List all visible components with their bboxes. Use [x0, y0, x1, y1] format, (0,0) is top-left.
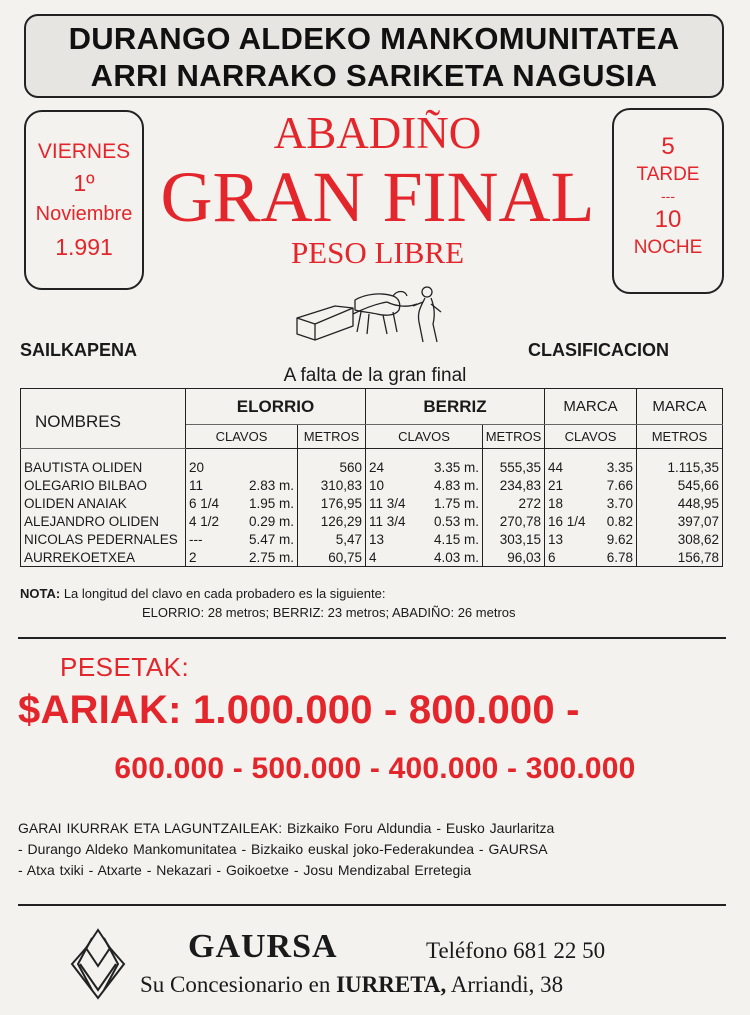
cell-marca-dist: 3.35	[606, 460, 634, 475]
cell-elorrio-clavos: 2	[189, 549, 197, 565]
nota-text: La longitud del clavo en cada probadero es la siguiente:	[63, 586, 386, 601]
sponsors-line-3: - Atxa txiki - Atxarte - Nekazari - Goikoetxe - Josu Mendizabal Erretegia	[18, 862, 472, 878]
cell-marca-dist: 7.66	[606, 478, 634, 493]
header-marca-clavos: MARCA	[545, 389, 637, 425]
cell-berriz-dist: 1.75 m.	[433, 496, 480, 511]
prizes-line-1: $ARIAK: 1.000.000 - 800.000 -	[18, 688, 580, 732]
cell-marca-metros: 448,95	[637, 495, 723, 513]
cell-name: BAUTISTA OLIDEN	[21, 459, 186, 477]
cell-berriz-clavos: 11 3/4	[369, 496, 406, 511]
cell-elorrio-metros: 560	[298, 459, 366, 477]
time-from: 5	[661, 133, 675, 160]
title-town: ABADIÑO	[273, 108, 482, 158]
cell-elorrio-clavos: 11	[189, 478, 204, 493]
advert-address: Su Concesionario en IURRETA, Arriandi, 38	[140, 972, 564, 997]
title-sub: PESO LIBRE	[290, 235, 465, 270]
sponsors-line-1: GARAI IKURRAK ETA LAGUNTZAILEAK: Bizkaiko Foru Aldundia - Eusko Jaurlaritza	[18, 820, 555, 836]
cell-marca-dist: 9.62	[606, 532, 634, 547]
cell-berriz-clavos: 24	[369, 460, 385, 475]
cell-marca-clavos: 44	[548, 460, 564, 475]
cell-elorrio-metros: 310,83	[298, 477, 366, 495]
date-num: 1º	[73, 170, 95, 196]
advert-name: GAURSA	[188, 928, 338, 965]
date-day: VIERNES	[37, 140, 131, 163]
subheader-marca-clavos: CLAVOS	[545, 425, 637, 449]
sponsors-line-2: - Durango Aldeko Mankomunitatea - Bizkaiko euskal joko-Federakundea - GAURSA	[18, 841, 548, 857]
cell-marca-clavos: 21	[548, 478, 564, 493]
table-row	[21, 477, 723, 495]
cell-marca-clavos: 18	[548, 496, 564, 511]
renault-diamond-logo	[66, 928, 130, 1000]
table-row	[21, 513, 723, 531]
time-to-label: NOCHE	[633, 237, 703, 258]
header-names: NOMBRES	[21, 389, 186, 449]
cell-elorrio-clavos: 4 1/2	[189, 514, 220, 529]
time-separator: ---	[661, 188, 675, 204]
cell-berriz-clavos: 10	[369, 478, 385, 493]
title-block	[150, 108, 605, 270]
nota-label: NOTA:	[20, 586, 61, 601]
cell-berriz-dist: 4.03 m.	[433, 549, 480, 565]
cell-berriz-metros: 555,35	[483, 459, 545, 477]
subheader-berriz-clavos: CLAVOS	[366, 425, 483, 449]
cell-marca-metros: 1.115,35	[637, 459, 723, 477]
table-row	[21, 549, 723, 567]
cell-berriz-dist: 4.83 m.	[433, 478, 480, 493]
table-row	[21, 459, 723, 477]
stone-dragging-illustration	[295, 282, 455, 348]
cell-elorrio-metros: 176,95	[298, 495, 366, 513]
nota	[20, 584, 516, 622]
divider	[18, 904, 726, 906]
cell-marca-clavos: 16 1/4	[548, 514, 586, 529]
date-month: Noviembre	[35, 203, 133, 225]
time-to: 10	[654, 206, 682, 233]
cell-marca-dist: 6.78	[606, 549, 634, 565]
subheader-elorrio-clavos: CLAVOS	[186, 425, 298, 449]
cell-marca-clavos: 13	[548, 532, 564, 547]
cell-berriz-clavos: 4	[369, 549, 377, 565]
header-marca-metros: MARCA	[637, 389, 723, 425]
cell-berriz-dist: 0.53 m.	[433, 514, 480, 529]
cell-berriz-dist: 3.35 m.	[433, 460, 480, 475]
cell-berriz-metros: 303,15	[483, 531, 545, 549]
cell-elorrio-metros: 5,47	[298, 531, 366, 549]
cell-name: OLIDEN ANAIAK	[21, 495, 186, 513]
nota-lengths: ELORRIO: 28 metros; BERRIZ: 23 metros; ABADIÑO: 26 metros	[142, 605, 516, 620]
cell-marca-dist: 3.70	[606, 496, 634, 511]
cell-berriz-metros: 96,03	[483, 549, 545, 567]
cell-berriz-metros: 272	[483, 495, 545, 513]
cell-berriz-metros: 270,78	[483, 513, 545, 531]
cell-elorrio-clavos: ---	[189, 532, 203, 547]
cell-elorrio-dist: 5.47 m.	[248, 532, 294, 547]
label-clasificacion: CLASIFICACION	[528, 340, 669, 360]
cell-elorrio-clavos: 20	[189, 460, 205, 475]
cell-berriz-clavos: 13	[369, 532, 385, 547]
prizes-label: PESETAK:	[60, 652, 190, 682]
cell-marca-dist: 0.82	[606, 514, 634, 529]
cell-elorrio-metros: 60,75	[298, 549, 366, 567]
cell-name: AURREKOETXEA	[21, 549, 186, 567]
cell-marca-metros: 397,07	[637, 513, 723, 531]
header-berriz: BERRIZ	[366, 389, 545, 425]
cell-berriz-dist: 4.15 m.	[433, 532, 480, 547]
prizes-line-2: 600.000 - 500.000 - 400.000 - 300.000	[114, 752, 636, 785]
cell-marca-clavos: 6	[548, 549, 556, 565]
cell-name: OLEGARIO BILBAO	[21, 477, 186, 495]
header-box	[24, 14, 724, 98]
title-main: GRAN FINAL	[160, 157, 595, 237]
subheader-elorrio-metros: METROS	[298, 425, 366, 449]
sponsors	[18, 818, 730, 881]
subheader-marca-metros: METROS	[637, 425, 723, 449]
subheader-berriz-metros: METROS	[483, 425, 545, 449]
cell-marca-metros: 156,78	[637, 549, 723, 567]
divider	[18, 637, 726, 639]
cell-marca-metros: 545,66	[637, 477, 723, 495]
cell-elorrio-dist: 1.95 m.	[248, 496, 294, 511]
cell-elorrio-dist: 2.75 m.	[248, 549, 294, 565]
table-row	[21, 531, 723, 549]
cell-elorrio-dist: 0.29 m.	[248, 514, 294, 529]
cell-marca-metros: 308,62	[637, 531, 723, 549]
cell-berriz-metros: 234,83	[483, 477, 545, 495]
label-falta: A falta de la gran final	[283, 365, 467, 386]
table-row	[21, 495, 723, 513]
label-sailkapena: SAILKAPENA	[20, 340, 138, 360]
header-line-1: DURANGO ALDEKO MANKOMUNITATEA	[68, 21, 680, 56]
classification-table	[20, 388, 723, 567]
cell-elorrio-dist: 2.83 m.	[248, 478, 294, 493]
header-line-2: ARRI NARRAKO SARIKETA NAGUSIA	[90, 58, 658, 93]
cell-berriz-clavos: 11 3/4	[369, 514, 406, 529]
time-box	[612, 108, 724, 294]
cell-elorrio-metros: 126,29	[298, 513, 366, 531]
date-year: 1.991	[55, 234, 113, 260]
table-header-row	[21, 389, 723, 425]
cell-name: NICOLAS PEDERNALES	[21, 531, 186, 549]
header-elorrio: ELORRIO	[186, 389, 366, 425]
cell-elorrio-clavos: 6 1/4	[189, 496, 220, 511]
advert-phone: Teléfono 681 22 50	[426, 938, 606, 963]
date-box	[24, 110, 144, 290]
cell-name: ALEJANDRO OLIDEN	[21, 513, 186, 531]
time-from-label: TARDE	[636, 164, 700, 185]
